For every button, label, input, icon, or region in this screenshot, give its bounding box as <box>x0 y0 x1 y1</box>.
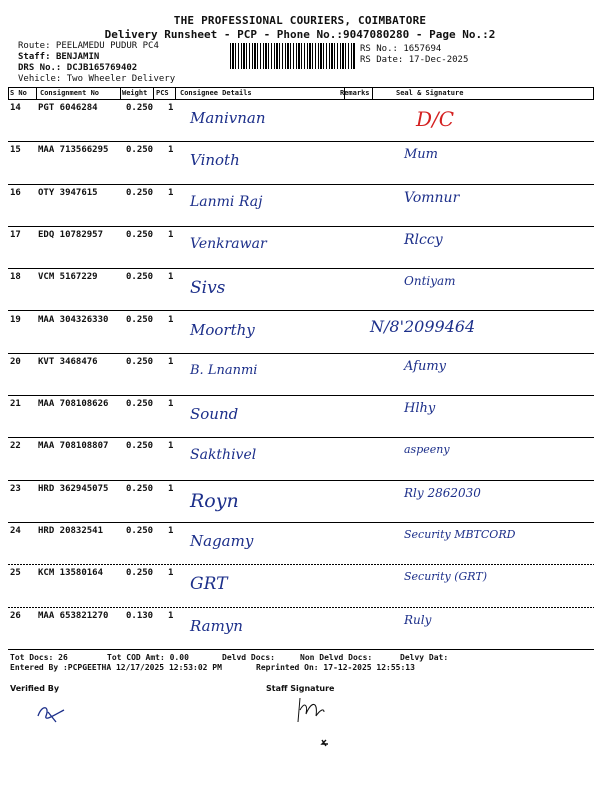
weight-cell: 0.250 <box>126 272 154 283</box>
pcs-cell: 1 <box>168 610 174 621</box>
runsheet-title: THE PROFESSIONAL COURIERS, COIMBATORE <box>173 14 427 27</box>
consignment-cell: HRD 20832541 <box>38 526 104 536</box>
consignment-cell: KVT 3468476 <box>38 356 98 367</box>
drs-line <box>18 63 137 73</box>
consignment-cell: MAA 708108626 <box>38 399 109 410</box>
consignment-cell: PGT 6046284 <box>38 103 98 113</box>
staff-signature-label: Staff Signature <box>266 684 335 693</box>
pcs-cell: 1 <box>168 483 174 494</box>
staff-line <box>18 52 99 62</box>
total-docs: Tot Docs: 26 <box>10 653 68 662</box>
sno-cell: 21 <box>10 399 21 410</box>
table-row <box>8 564 594 606</box>
pcs-cell: 1 <box>168 356 174 367</box>
consignee-handwriting: Moorthy <box>190 320 255 339</box>
weight-cell: 0.130 <box>126 610 154 621</box>
seal-signature: Rlccy <box>404 231 443 248</box>
sno-cell: 22 <box>10 441 21 452</box>
consignment-cell: OTY 3947615 <box>38 187 98 198</box>
weight-cell: 0.250 <box>126 526 154 536</box>
table-row <box>8 99 594 141</box>
consignee-handwriting: Sound <box>190 405 239 424</box>
table-row <box>8 522 594 564</box>
seal-signature: D/C <box>416 107 455 131</box>
vehicle-text: Vehicle: Two Wheeler Delivery <box>18 74 176 84</box>
consignment-cell: HRD 362945075 <box>38 483 109 494</box>
consignment-cell: MAA 304326330 <box>38 314 109 325</box>
pcs-cell: 1 <box>168 229 174 240</box>
weight-cell: 0.250 <box>126 229 154 240</box>
pcs-cell: 1 <box>168 187 174 198</box>
route-text: Route: PEELAMEDU PUDUR PC4 <box>18 41 159 51</box>
sno-cell: 16 <box>10 187 21 198</box>
pcs-cell: 1 <box>168 399 174 410</box>
weight-cell: 0.250 <box>126 399 154 410</box>
consignee-handwriting: GRT <box>190 574 228 595</box>
header-sno: S No <box>10 89 27 97</box>
seal-signature: N/8'2099464 <box>370 316 476 336</box>
seal-signature: Mum <box>404 147 439 163</box>
sno-cell: 25 <box>10 568 21 579</box>
consignment-cell: MAA 713566295 <box>38 145 109 156</box>
weight-cell: 0.250 <box>126 187 154 198</box>
consignee-handwriting: B. Lnanmi <box>190 362 258 378</box>
table-row <box>8 607 594 649</box>
sno-cell: 19 <box>10 314 21 325</box>
delivered-docs: Delvd Docs: <box>222 653 275 662</box>
header-consignment: Consignment No <box>40 89 100 97</box>
sno-cell: 18 <box>10 272 21 283</box>
rs-date: RS Date: 17-Dec-2025 <box>360 55 469 65</box>
sno-cell: 17 <box>10 229 21 240</box>
table-row <box>8 311 594 353</box>
pcs-cell: 1 <box>168 314 174 325</box>
consignee-handwriting: Sivs <box>190 278 226 299</box>
consignee-handwriting: Sakthivel <box>190 447 257 464</box>
drs-label: DRS No.: <box>18 63 62 73</box>
table-row <box>8 480 594 522</box>
sno-cell: 15 <box>10 145 21 156</box>
consignee-handwriting: Ramyn <box>190 616 243 635</box>
entered-by: Entered By :PCPGEETHA 12/17/2025 12:53:02 PM <box>10 663 222 672</box>
verifier-signature <box>34 700 68 726</box>
pcs-cell: 1 <box>168 526 174 536</box>
table-row <box>8 226 594 268</box>
sno-cell: 26 <box>10 610 21 621</box>
consignment-cell: KCM 13580164 <box>38 568 104 579</box>
consignee-handwriting: Vinoth <box>190 151 240 170</box>
staff-name: BENJAMIN <box>55 52 100 62</box>
header-weight: Weight <box>122 89 148 97</box>
header-remarks: Remarks <box>340 89 370 97</box>
seal-signature: Security (GRT) <box>404 570 487 584</box>
pcs-cell: 1 <box>168 103 174 113</box>
weight-cell: 0.250 <box>126 103 154 113</box>
table-row <box>8 395 594 437</box>
weight-cell: 0.250 <box>126 441 154 452</box>
seal-signature: aspeeny <box>404 443 450 457</box>
pcs-cell: 1 <box>168 272 174 283</box>
seal-signature: Ontiyam <box>404 274 456 289</box>
header-seal: Seal & Signature <box>396 89 464 97</box>
consignee-handwriting: Manivnan <box>190 109 266 127</box>
drs-number: DCJB165769402 <box>66 63 138 73</box>
seal-signature: Rly 2862030 <box>404 485 481 500</box>
seal-signature: Afumy <box>404 358 447 374</box>
weight-cell: 0.250 <box>126 356 154 367</box>
seal-signature: Security MBTCORD <box>404 528 516 541</box>
delivery-date: Delvy Dat: <box>400 653 449 662</box>
consignee-handwriting: Lanmi Raj <box>190 193 263 210</box>
verified-by-label: Verified By <box>10 684 60 693</box>
table-row <box>8 437 594 479</box>
pcs-cell: 1 <box>168 441 174 452</box>
pen-mark <box>320 738 330 748</box>
consignment-cell: VCM 5167229 <box>38 272 98 283</box>
pcs-cell: 1 <box>168 145 174 156</box>
row-divider <box>8 649 594 650</box>
runsheet-subtitle: Delivery Runsheet - PCP - Phone No.:9047080280 - Page No.:2 <box>104 28 496 41</box>
table-row <box>8 184 594 226</box>
consignment-cell: EDQ 10782957 <box>38 229 104 240</box>
weight-cell: 0.250 <box>126 145 154 156</box>
runsheet-table <box>8 87 594 649</box>
total-cod: Tot COD Amt: 0.00 <box>107 653 189 662</box>
weight-cell: 0.250 <box>126 483 154 494</box>
weight-cell: 0.250 <box>126 314 154 325</box>
sno-cell: 24 <box>10 526 21 536</box>
reprinted-on: Reprinted On: 17-12-2025 12:55:13 <box>256 663 415 672</box>
header-pcs: PCS <box>156 89 169 97</box>
sno-cell: 20 <box>10 356 21 367</box>
sno-cell: 14 <box>10 103 21 113</box>
seal-signature: Vomnur <box>404 189 460 206</box>
header-consignee: Consignee Details <box>180 89 252 97</box>
non-delivered-docs: Non Delvd Docs: <box>300 653 373 662</box>
consignment-cell: MAA 653821270 <box>38 610 109 621</box>
rs-number: RS No.: 1657694 <box>360 44 442 54</box>
consignee-handwriting: Nagamy <box>190 532 254 550</box>
barcode <box>230 43 355 69</box>
table-row <box>8 141 594 183</box>
weight-cell: 0.250 <box>126 568 154 579</box>
sno-cell: 23 <box>10 483 21 494</box>
consignee-handwriting: Royn <box>190 489 239 512</box>
staff-signature <box>290 692 330 726</box>
seal-signature: Ruly <box>404 612 432 627</box>
consignee-handwriting: Venkrawar <box>190 235 267 252</box>
consignment-cell: MAA 708108807 <box>38 441 109 452</box>
table-row <box>8 268 594 310</box>
pcs-cell: 1 <box>168 568 174 579</box>
table-row <box>8 353 594 395</box>
seal-signature: Hlhy <box>404 401 436 417</box>
staff-label: Staff: <box>18 52 51 62</box>
